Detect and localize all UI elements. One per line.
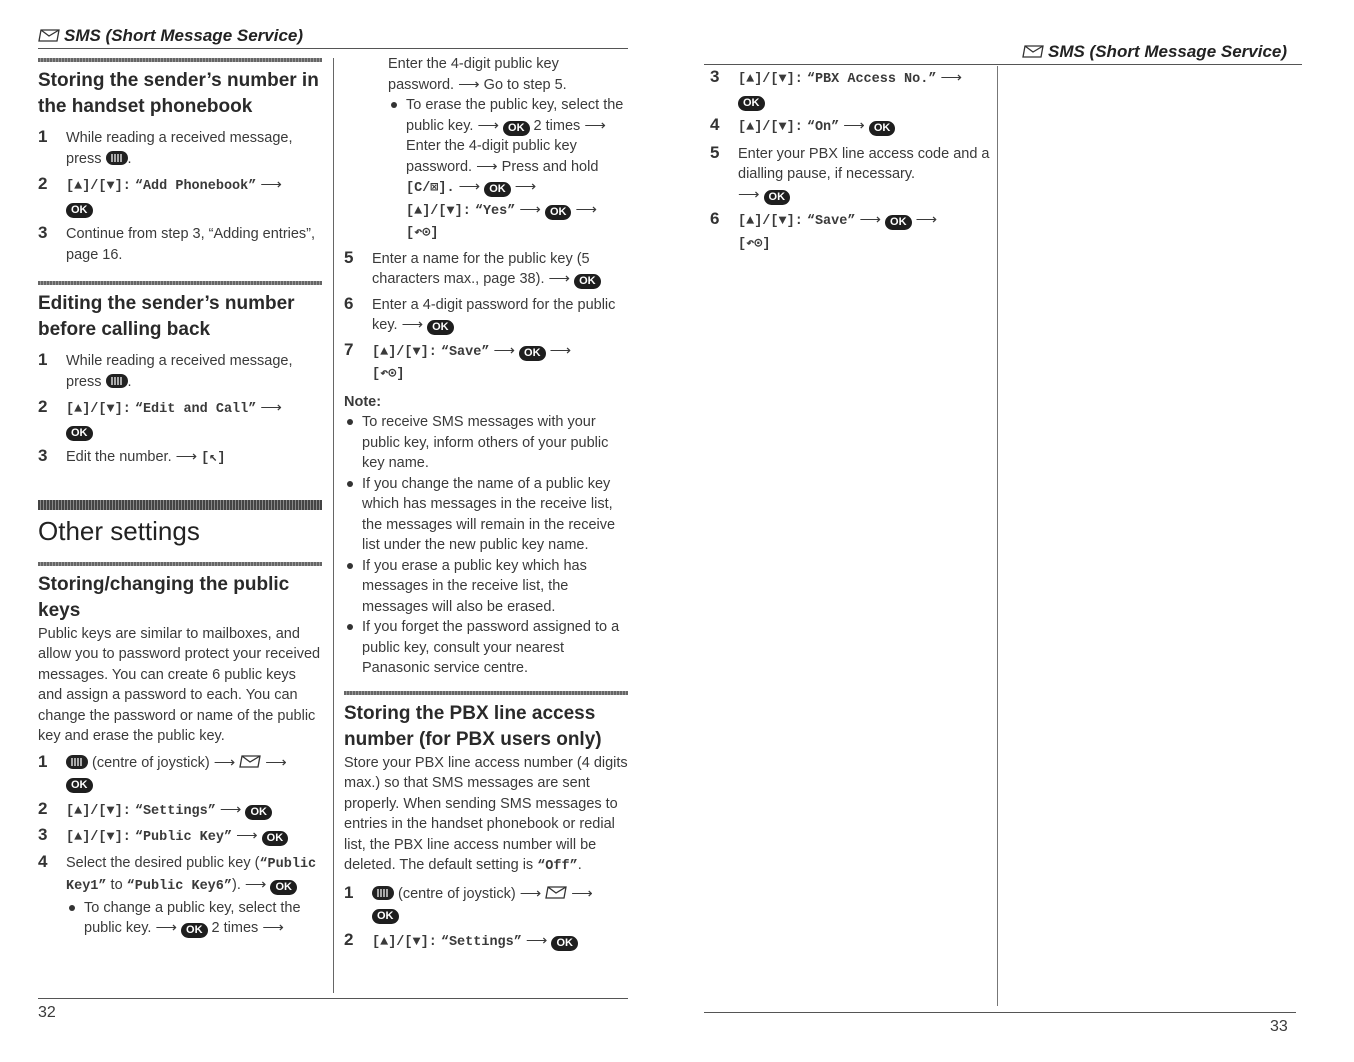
step-2: 2 [▲]/[▼]: “Settings” ⟶ OK: [38, 800, 322, 823]
public-keys-intro: Public keys are similar to mailboxes, and allow you to password protect your received messages. You can create 6 public keys and assign a password to each. You can change the password or name of the public key and erase the public key.: [38, 625, 321, 744]
envelope-icon: [545, 886, 567, 899]
ok-key-icon: OK: [484, 182, 511, 197]
section-rule: [38, 58, 322, 62]
off-key-icon: [↶⊙]: [406, 226, 439, 241]
section-rule: [38, 281, 322, 285]
ok-key-icon: OK: [574, 274, 601, 289]
right-header-rule: [704, 64, 1302, 65]
column-divider: [333, 58, 334, 993]
step-2: 2 [▲]/[▼]: “Add Phonebook” ⟶ OK: [38, 174, 282, 216]
note-item: If you erase a public key which has messages in the receive list, the messages will also be erased.: [344, 556, 628, 618]
left-column: [38, 58, 322, 939]
right-footer-rule: [704, 1012, 1296, 1013]
note-item: If you change the name of a public key which has messages in the receive list, the messages will remain in the receive list under the new public key name.: [344, 474, 628, 556]
ok-key-icon: OK: [764, 190, 791, 205]
talk-key-icon: [↖]: [201, 451, 226, 466]
left-page-header: [38, 26, 303, 47]
arrow-icon: ⟶: [175, 448, 198, 465]
left-header-rule: [38, 48, 628, 49]
step-1: 1 (centre of joystick) ⟶ ⟶ OK: [38, 751, 287, 791]
step-1: 1 While reading a received message, press .: [38, 127, 293, 167]
section-title-edit-sender: Editing the sender’s number before calling back: [38, 293, 295, 340]
ok-key-icon: OK: [262, 831, 289, 846]
right-column: [710, 68, 992, 255]
ok-key-icon: OK: [181, 923, 208, 938]
step-4-continued: Enter the 4-digit public key password. ⟶ Go to step 5. To erase the public key, select the public key. ⟶ OK 2 times ⟶ Enter the 4-digit public key password. ⟶ Press and hold [C/⊠]. ⟶ OK ⟶ [▲]/[▼]: “Yes” ⟶ OK ⟶ [↶⊙]: [344, 54, 628, 245]
ok-key-icon: OK: [66, 778, 93, 793]
off-key-icon: [↶⊙]: [738, 236, 771, 252]
arrow-icon: ⟶: [260, 399, 282, 416]
ok-key-icon: OK: [427, 320, 454, 335]
right-header-title: SMS (Short Message Service): [1048, 42, 1288, 61]
envelope-icon: [239, 755, 261, 768]
ok-key-icon: OK: [66, 426, 93, 441]
ok-key-icon: OK: [270, 880, 297, 895]
step-6: 6 [▲]/[▼]: “Save” ⟶ OK ⟶ [↶⊙]: [710, 209, 938, 252]
clear-key-icon: [C/⊠].: [406, 181, 455, 196]
section-rule: [38, 562, 322, 566]
middle-column: [344, 54, 628, 953]
bullet-change-key: To change a public key, select the public key. ⟶ OK 2 times ⟶: [66, 898, 322, 939]
section-rule: [344, 691, 628, 695]
note-item: If you forget the password assigned to a public key, consult your nearest Panasonic service centre.: [344, 617, 628, 679]
bullet-erase-key: To erase the public key, select the public key. ⟶ OK 2 times ⟶ Enter the 4-digit public key password. ⟶ Press and hold [C/⊠]. ⟶ OK ⟶ [▲]/[▼]: “Yes” ⟶ OK ⟶ [↶⊙]: [388, 95, 628, 245]
envelope-icon: [1022, 45, 1044, 58]
chapter-bar: [38, 500, 322, 510]
ok-key-icon: OK: [545, 205, 572, 220]
step-3: 3 Continue from step 3, “Adding entries”, page 16.: [38, 223, 316, 263]
right-page-header: [1022, 42, 1287, 63]
ok-key-icon: OK: [372, 909, 399, 924]
step-2: 2 [▲]/[▼]: “Settings” ⟶ OK: [344, 931, 628, 954]
step-3: 3 [▲]/[▼]: “PBX Access No.” ⟶ OK: [710, 67, 963, 109]
ok-key-icon: OK: [551, 936, 578, 951]
left-footer-rule: [38, 998, 628, 999]
chapter-title-other-settings: Other settings: [38, 515, 200, 546]
left-header-title: SMS (Short Message Service): [64, 26, 304, 45]
ok-key-icon: OK: [869, 121, 896, 136]
step-3: 3 [▲]/[▼]: “Public Key” ⟶ OK: [38, 826, 322, 849]
step-5: 5 Enter a name for the public key (5 characters max., page 38). ⟶ OK: [344, 249, 628, 290]
page-number-left: 32: [38, 1004, 56, 1021]
note-label: Note:: [344, 393, 382, 410]
menu-key-icon: [66, 755, 88, 769]
ok-key-icon: OK: [245, 805, 272, 820]
menu-key-icon: [106, 374, 128, 388]
section-title-pbx: Storing the PBX line access number (for PBX users only): [344, 702, 602, 750]
off-key-icon: [↶⊙]: [372, 367, 405, 382]
right-column-divider: [997, 66, 998, 1006]
step-7: 7 [▲]/[▼]: “Save” ⟶ OK ⟶ [↶⊙]: [344, 339, 572, 382]
ok-key-icon: OK: [885, 215, 912, 230]
step-4: 4 [▲]/[▼]: “On” ⟶ OK: [710, 116, 992, 139]
step-6: 6 Enter a 4-digit password for the public key. ⟶ OK: [344, 293, 616, 333]
envelope-icon: [38, 29, 60, 42]
ok-key-icon: OK: [503, 121, 530, 136]
menu-key-icon: [372, 886, 394, 900]
arrow-icon: ⟶: [260, 176, 282, 193]
step-1: 1 While reading a received message, press .: [38, 350, 293, 390]
section-title-public-keys: Storing/changing the public keys: [38, 573, 290, 621]
ok-key-icon: OK: [738, 96, 765, 111]
menu-key-icon: [106, 151, 128, 165]
page-number-right: 33: [1270, 1018, 1288, 1035]
step-1: 1 (centre of joystick) ⟶ ⟶ OK: [344, 882, 593, 922]
step-2: 2 [▲]/[▼]: “Edit and Call” ⟶ OK: [38, 397, 282, 439]
section-title-store-sender: Storing the sender’s number in the handset phonebook: [38, 70, 319, 117]
step-5: 5 Enter your PBX line access code and a dialling pause, if necessary. ⟶ OK: [710, 142, 990, 203]
ok-key-icon: OK: [66, 203, 93, 218]
step-3: 3 Edit the number. ⟶ [↖]: [38, 446, 226, 466]
note-item: To receive SMS messages with your public key, inform others of your public key name.: [344, 412, 628, 474]
ok-key-icon: OK: [519, 346, 546, 361]
step-4: 4 Select the desired public key (“Public Key1” to “Public Key6”). ⟶ OK To change a public key, select the public key. ⟶ OK 2 times ⟶: [38, 853, 322, 939]
pbx-intro: Store your PBX line access number (4 digits max.) so that SMS messages are sent properly. When sending SMS messages to entries in the handset phonebook or redial list, the PBX line access number will be deleted. The default setting is “Off”.: [344, 754, 628, 874]
